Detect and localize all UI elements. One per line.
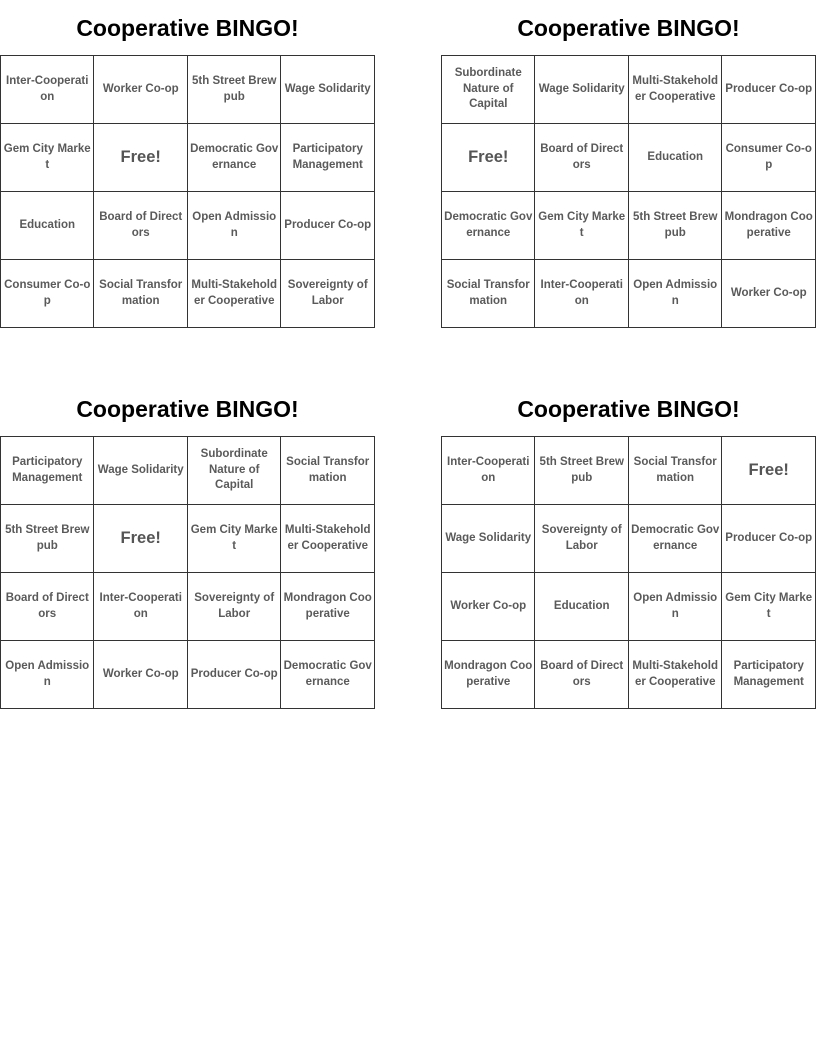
bingo-cell: Multi-Stakeholder Cooperative [628, 641, 721, 709]
bingo-cell: Multi-Stakeholder Cooperative [281, 505, 375, 573]
bingo-cell: Democratic Governance [442, 192, 535, 260]
bingo-cell: Mondragon Cooperative [722, 192, 816, 260]
bingo-cell: Subordinate Nature of Capital [442, 56, 535, 124]
bingo-cell: Democratic Governance [281, 641, 375, 709]
bingo-grid [0, 436, 375, 709]
bingo-cell: Sovereignty of Labor [187, 573, 280, 641]
bingo-cell: Board of Directors [535, 124, 628, 192]
bingo-cell: Worker Co-op [722, 260, 816, 328]
grid-row [442, 573, 816, 641]
grid-row [442, 192, 816, 260]
bingo-cell: Worker Co-op [94, 56, 187, 124]
bingo-cell: 5th Street Brewpub [628, 192, 721, 260]
grid-row [442, 56, 816, 124]
bingo-grid [441, 436, 816, 709]
bingo-cell: Board of Directors [1, 573, 94, 641]
grid-row [442, 505, 816, 573]
bingo-cell: Inter-Cooperation [535, 260, 628, 328]
bingo-cell: Social Transformation [442, 260, 535, 328]
grid-row [1, 573, 375, 641]
bingo-card-4 [441, 381, 816, 709]
bingo-cell: Sovereignty of Labor [535, 505, 628, 573]
bingo-cell: Consumer Co-op [1, 260, 94, 328]
bingo-cell: 5th Street Brewpub [1, 505, 94, 573]
bingo-cell: Worker Co-op [94, 641, 187, 709]
bingo-cell: Multi-Stakeholder Cooperative [628, 56, 721, 124]
bingo-cell: Social Transformation [94, 260, 187, 328]
bingo-cell: Sovereignty of Labor [281, 260, 375, 328]
free-space-cell: Free! [94, 505, 187, 573]
bingo-cell: 5th Street Brewpub [187, 56, 280, 124]
bingo-cell: 5th Street Brewpub [535, 437, 628, 505]
bingo-grid [0, 55, 375, 328]
grid-row [1, 260, 375, 328]
grid-row [442, 437, 816, 505]
bingo-cell: Worker Co-op [442, 573, 535, 641]
bingo-cell: Inter-Cooperation [94, 573, 187, 641]
bingo-cell: Multi-Stakeholder Cooperative [187, 260, 280, 328]
card-title: Cooperative BINGO! [76, 396, 299, 422]
grid-row [1, 505, 375, 573]
card-title: Cooperative BINGO! [76, 15, 299, 41]
bingo-cell: Open Admission [628, 573, 721, 641]
grid-row [1, 56, 375, 124]
grid-row [1, 192, 375, 260]
bingo-cell: Open Admission [1, 641, 94, 709]
bingo-cell: Social Transformation [628, 437, 721, 505]
bingo-cell: Board of Directors [94, 192, 187, 260]
bingo-cell: Open Admission [628, 260, 721, 328]
bingo-cell: Wage Solidarity [442, 505, 535, 573]
bingo-cell: Producer Co-op [187, 641, 280, 709]
bingo-cell: Education [1, 192, 94, 260]
bingo-cell: Democratic Governance [187, 124, 280, 192]
bingo-cell: Participatory Management [722, 641, 816, 709]
bingo-cell: Mondragon Cooperative [442, 641, 535, 709]
bingo-cell: Inter-Cooperation [1, 56, 94, 124]
bingo-cell: Education [628, 124, 721, 192]
bingo-cell: Wage Solidarity [281, 56, 375, 124]
bingo-cell: Social Transformation [281, 437, 375, 505]
bingo-cell: Gem City Market [535, 192, 628, 260]
bingo-grid [441, 55, 816, 328]
grid-row [442, 124, 816, 192]
bingo-cell: Mondragon Cooperative [281, 573, 375, 641]
bingo-cell: Inter-Cooperation [442, 437, 535, 505]
bingo-cell: Wage Solidarity [535, 56, 628, 124]
bingo-cell: Education [535, 573, 628, 641]
bingo-cell: Producer Co-op [722, 56, 816, 124]
grid-row [1, 124, 375, 192]
bingo-card-3 [0, 381, 375, 709]
grid-row [442, 260, 816, 328]
card-title: Cooperative BINGO! [517, 396, 740, 422]
grid-row [1, 641, 375, 709]
bingo-card-1 [0, 0, 375, 328]
free-space-cell: Free! [722, 437, 816, 505]
bingo-cell: Board of Directors [535, 641, 628, 709]
bingo-cell: Participatory Management [281, 124, 375, 192]
bingo-cell: Gem City Market [187, 505, 280, 573]
bingo-cell: Producer Co-op [281, 192, 375, 260]
bingo-card-2 [441, 0, 816, 328]
grid-row [1, 437, 375, 505]
bingo-cell: Gem City Market [722, 573, 816, 641]
bingo-cell: Participatory Management [1, 437, 94, 505]
card-title: Cooperative BINGO! [517, 15, 740, 41]
bingo-cell: Open Admission [187, 192, 280, 260]
bingo-cell: Consumer Co-op [722, 124, 816, 192]
bingo-cell: Democratic Governance [628, 505, 721, 573]
bingo-cell: Wage Solidarity [94, 437, 187, 505]
grid-row [442, 641, 816, 709]
bingo-cell: Subordinate Nature of Capital [187, 437, 280, 505]
bingo-cell: Producer Co-op [722, 505, 816, 573]
bingo-cell: Gem City Market [1, 124, 94, 192]
free-space-cell: Free! [94, 124, 187, 192]
free-space-cell: Free! [442, 124, 535, 192]
